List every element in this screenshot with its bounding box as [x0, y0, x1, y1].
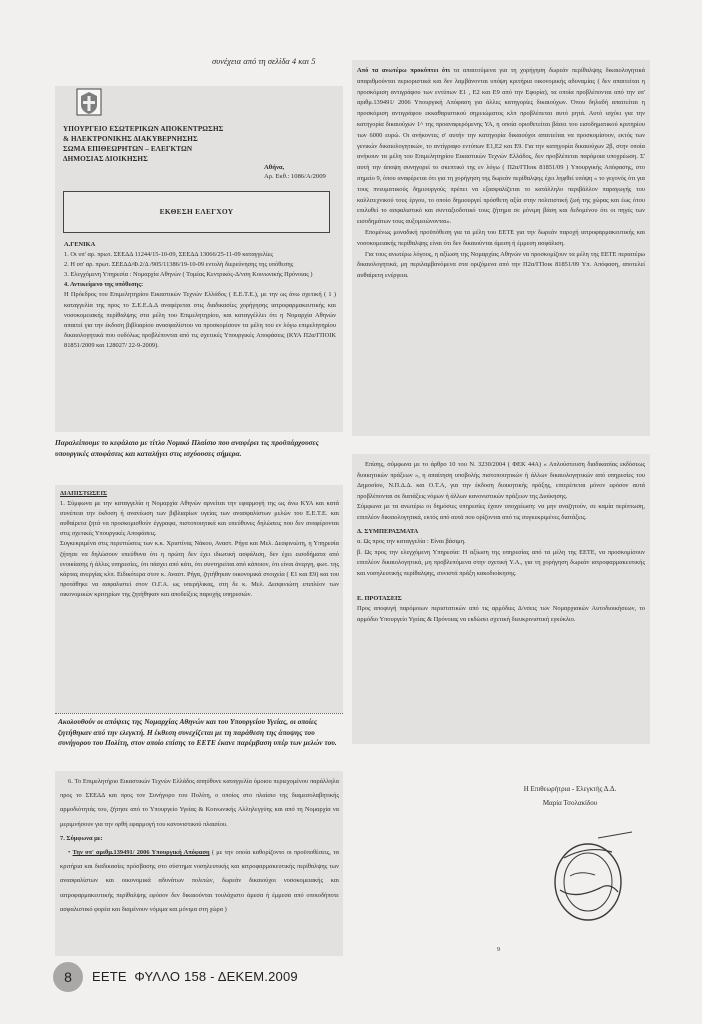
conclusion-b: β. Ως προς την ελεγχόμενη Υπηρεσία: Η αξίωση της υπηρεσίας από τα μέλη της ΕΕΤΕ, να προσκομίσουν επιπλέον δικαιολογητικά, μη προβλεπόμενα στην σχετική Υ.Α., για τη χορήγηση δωρεάν ιατροφαρμακευτικής και νοσηλευτικής περίθαλψης, συνιστά πράξη κακοδιοίκησης.: [357, 548, 645, 577]
general-section: [64, 240, 336, 351]
city: Αθήνα,: [264, 164, 285, 171]
stamp-seal: [540, 830, 640, 930]
analysis-lead: Από τα ανωτέρω προκύπτει ότι: [357, 67, 450, 74]
report-number: Αρ. Εκθ.: 1086/Α/2009: [264, 173, 326, 180]
signature-block: [500, 782, 640, 810]
proposals-heading: Ε. ΠΡΟΤΑΣΕΙΣ: [357, 594, 402, 602]
analysis-section: [357, 66, 645, 282]
obligation-para: Σύμφωνα με τα ανωτέρω οι δημόσιες υπηρεσίες έχουν υποχρέωση: να μην αναζητούν, σε καμία περίπτωση, επιπλέον δικαιολογητικά, εκτός από αυτά που ορίζονται από τις συγκεκριμένες διατάξεις.: [357, 503, 645, 521]
report-title: ΕΚΘΕΣΗ ΕΛΕΓΧΟΥ: [159, 207, 234, 216]
general-item-3: 3. Ελεγχόμενη Υπηρεσία : Νομαρχία Αθηνών ( Τομέας Κεντρικός-Δ/νση Κοινωνικής Πρόνοιας ): [64, 271, 313, 279]
analysis-para-2: Επομένως μοναδική προϋπόθεση για τα μέλη του ΕΕΤΕ για την δωρεάν παροχή ιατροφαρμακευτικής και νοσοκομειακής περίθαλψης είναι ότι δεν δικαιούνται άμεση ή έμμεση ασφάλιση.: [357, 228, 645, 247]
analysis-box: [352, 60, 650, 436]
page-number-badge: 8: [53, 962, 83, 992]
signer-role: Η Επιθεωρήτρια - Ελεγκτής Δ.Δ.: [523, 785, 617, 793]
item6-text: 6. Το Επιμελητήριο Εικαστικών Τεχνών Ελλάδος απηύθυνε καταγγελία όμοιου περιεχομένου παράλληλα προς το ΣΕΕΔΔ και προς τον Συνήγορο του Πολίτη, ο οποίος στο πλαίσιο της διαμεσολαβητικής αρμοδιότητάς του, ζήτησε από το Υπουργείο Υγείας & Κοινωνικής Αλληλεγγύης και από τη Νομαρχία να μεριμνήσουν για την ορθή εφαρμογή του κανονιστικού πλαισίου.: [60, 778, 339, 828]
findings-para-2: Συγκεκριμένα στις περιπτώσεις των κ.κ. Χριστίνας Νάκου, Αναστ. Ρήγα και Μελ. Δεσφινιώτη, η Υπηρεσία ζήτησε να δηλώσουν υπεύθυνα ότι η πρώτη δεν έχει ιδιωτική ασφάλιση, δεν έχει εισοδήματα από ενοικίασης ή άλλες υπηρεσίες, ότι πάσχει από κάτι, ότι συντηρείται από κάποιον, ότι είναι άνεργη, φωτ. της κάρτας ανεργίας κλπ. Ειδικότερα στον κ. Αναστ. Ρήγα, ζητήθηκαν οικονομικά στοιχεία ( Ε1 και Ε9) και του προτάθηκε να ασφαλιστεί στον Ο.Γ.Α. ως υπερήλικας, στη δε κ. Μελ. Δεσφινιώτη επιπλέον των οικονομικών κριτηρίων της ζητήθηκαν και αποδείξεις παροχής υπηρεσιών.: [60, 540, 339, 598]
item4-heading: 4. Αντικείμενο της υπόθεσης:: [64, 281, 144, 289]
general-item-1: 1. Οι υπ' αρ. πρωτ. ΣΕΕΔΔ 11244/15-10-09, ΣΕΕΔΔ 13066/25-11-09 καταγγελίες: [64, 251, 273, 259]
findings-heading: ΔΙΑΠΙΣΤΩΣΕΙΣ: [60, 490, 108, 497]
report-title-frame: [63, 191, 330, 233]
editorial-note-1: Παραλείπουμε το κεφάλαιο με τίτλο Νομικό Πλαίσιο που αναφέρει τις προϋπάρχουσες υπουργικές αποφάσεις και καταλήγει στις ισχύουσες σήμερα.: [55, 438, 319, 458]
law-para: Επίσης, σύμφωνα με το άρθρο 10 του Ν. 3230/2004 ( ΦΕΚ 44Α) « Απλούστευση διαδικασίας εκδόσεως διοικητικών πράξεων », η απαίτηση υποβολής πιστοποιητικών ή άλλων δικαιολογητικών από υπηρεσίες του Δημοσίου, Ν.Π.Δ.Δ. και Ο.Τ.Α, για την έκδοση διοικητικής πράξης, επιτρέπεται μόνον εφόσον αυτά προβλέπονται σε διατάξεις νόμων ή άλλων κανονιστικών πράξεων της Διοίκησης.: [357, 461, 645, 500]
item7-heading: 7. Σύμφωνα με:: [60, 834, 103, 842]
item4-text: Η Πρόεδρος του Επιμελητηρίου Εικαστικών Τεχνών Ελλάδος ( Ε.Ε.Τ.Ε.), με την ως άνω σχετική ( 1 ) καταγγελία της προς το Σ.Ε.Ε.Δ.Δ αναφέρεται στις διαδικασίες χορήγησης ιατροφαρμακευτικής και νοσοκομειακής περίθαλψης στα μέλη του Επιμελητηρίου, και καταγγέλλει ότι η Νομαρχία Αθηνών απαιτεί για την έκδοση βιβλιαρίου ανασφαλίστου να προσκομίσουν τα μέλη του εν λόγω επιμελητηρίου δικαιολογητικά που ουδόλως προβλέπονται από τις σχετικές Υπουργικές Αποφάσεις (ΚΥΑ Π2α/ΓΠΟΙΚ 81851/2009 και 128027/ 22-9-2009).: [64, 291, 336, 349]
findings-para-1: 1. Σύμφωνα με την καταγγελία η Νομαρχία Αθηνών αρνείται την εφαρμογή της ως άνω ΚΥΑ και κατά συνέπεια την έκδοση ή ανανέωση των βιβλιαρίων υγείας των ανασφαλίστων μελών του Ε.Ε.Τ.Ε. και αυθαίρετα ζητά να προσκομισθούν έγγραφα, πιστοποιητικά και υπεύθυνες δηλώσεις που δεν αναφέρονται στις σχετικές Υπουργικές Αποφάσεις.: [60, 500, 339, 538]
conclusions-box: [352, 454, 650, 744]
signer-name: Μαρία Τσολακίδου: [542, 799, 598, 807]
conclusions-section: [357, 460, 645, 625]
general-item-2: 2. Η υπ' αρ. πρωτ. ΣΕΕΔΔ/Φ.2/Δ /905/11386/19-10-09 εντολή διερεύνησης της υπόθεσης: [64, 261, 294, 269]
analysis-para-3: Για τους ανωτέρω λόγους, η αξίωση της Νομαρχίας Αθηνών να προσκομίζουν τα μέλη της ΕΕΤΕ περαιτέρω δικαιολογητικά, μη περιλαμβανόμενα στα οριζόμενα από την Π2α/ΓΠοικ 81851/09 Υπ. Απόφαση, αποτελεί αυθαίρετη ενέργεια.: [357, 250, 645, 280]
conclusion-a: α. Ως προς την καταγγελία : Είναι βάσιμη.: [357, 538, 466, 546]
item-6-7-box: [55, 771, 343, 956]
org-line: & ΗΛΕΚΤΡΟΝΙΚΗΣ ΔΙΑΚΥΒΕΡΝΗΣΗΣ: [63, 135, 198, 143]
continued-note: συνέχεια από τη σελίδα 4 και 5: [212, 56, 316, 66]
findings-box: [55, 485, 343, 713]
org-line: ΣΩΜΑ ΕΠΙΘΕΩΡΗΤΩΝ – ΕΛΕΓΚΤΩΝ: [63, 145, 193, 153]
place-and-number: [264, 163, 326, 181]
item-6-7-section: [60, 775, 339, 917]
decision-ref: Την υπ' αριθμ.139491/ 2006 Υπουργική Απόφαση: [72, 849, 210, 857]
item7-bullet: • Την υπ' αριθμ.139491/ 2006 Υπουργική Απόφαση ( με την οποία καθορίζοντο οι προϋποθέσεις, τα κριτήρια και διαδικασίες πρόσβασης στο σύστημα νοσηλευτικής και ιατροφαρμακευτικής περίθαλψης των ανασφαλίστων και οικονομικά αδυνάτων πολιτών, δωρεάν δικαιούχοι νοσοκομειακής και ιατροφαρμακευτικής περίθαλψης εφόσον δεν δικαιούνται τουλάχιστο άμεσα ή έμμεσα από οποιοδήποτε ασφαλιστικό φορέα και διαμένουν νόμιμα και μόνιμα στη χώρα ): [60, 849, 340, 913]
report-header-box: [55, 86, 343, 432]
footer-text: ΕΕΤΕ ΦΥΛΛΟ 158 - ΔΕΚΕΜ.2009: [92, 969, 298, 984]
ministry-name: [63, 124, 223, 164]
org-line: ΔΗΜΟΣΙΑΣ ΔΙΟΙΚΗΣΗΣ: [63, 155, 148, 163]
decision-desc: ( με την οποία καθορίζοντο οι προϋποθέσεις, τα κριτήρια και διαδικασίες πρόσβασης στο σύστημα νοσηλευτικής και ιατροφαρμακευτικής περίθαλψης των ανασφαλίστων και οικονομικά αδυνάτων πολιτών, δωρεάν δικαιούχοι νοσοκομειακής και ιατροφαρμακευτικής περίθαλψης εφόσον δεν δικαιούνται τουλάχιστο άμεσα ή έμμεσα από οποιοδήποτε ασφαλιστικό φορέα και διαμένουν νόμιμα και μόνιμα στη χώρα ): [60, 849, 340, 913]
dotted-divider: [55, 713, 343, 714]
small-page-number: 9: [497, 947, 500, 953]
proposal-text: Προς αποφυγή παρόμοιων περιστατικών από τις αρμόδιες Δ/νσεις των Νομαρχιακών Αυτοδιοικήσεων, το αρμόδιο Υπουργείο Υγείας & Πρόνοιας να εκδώσει σχετική διευκρινιστική εγκύκλιο.: [357, 605, 645, 623]
conclusions-heading: Δ. ΣΥΜΠΕΡΑΣΜΑΤΑ: [357, 527, 419, 535]
general-heading: Α.ΓΕΝΙΚΑ: [64, 241, 96, 248]
editorial-note-2: Ακολουθούν οι απόψεις της Νομαρχίας Αθηνών και του Υπουργείου Υγείας, οι οποίες ζητήθηκαν από την ελεγκτή. Η έκθεση συνεχίζεται με τη παράθεση της άποψης του συνήγορου του Πολίτη, στον οποίο επίσης το ΕΕΤΕ έκανε παρέμβαση υπέρ των μελών του.: [58, 717, 337, 747]
greek-emblem-icon: [76, 88, 102, 116]
analysis-para-1: τα απαιτούμενα για τη χορήγηση δωρεάν περίθαλψης δικαιολογητικά απαριθμούνται περιοριστικά και δεν λαμβάνονται υπόψη κριτήρια οικονομικής αδυναμίας ( δεν απαιτείται η προσκόμιση αντιγράφου των εντύπων Ε1 , Ε2 και Ε9 από την Εφορία), τα οποία προβλέπονται από την υπ' αριθμ.139491/ 2006 Υπουργική Απόφαση για άλλες κατηγορίες δικαιούχων. Όπου δηλαδή απαιτείται η προσκόμιση αντιγράφου εκκαθαριστικού σημειώματος κλπ προβλέπεται αυτό ρητά. Αυτό ισχύει για την κατηγορία δικαιούχων 1^ της προαναφερόμενης ΥΑ, η οποία οριοθετείται βάσει του εισοδηματικού κριτηρίου των 6000 ευρώ. Οι ανήκοντες σ' αυτήν την κατηγορία δικαιούχοι απαιτείται να προσκομίσουν, εκτός των γενικών δικαιολογητικών, το αντίγραφο εντύπων Ε1,Ε2 και Ε9. Για την κατηγορία δικαιούχων 2β, στην οποία ανήκουν τα μέλη του Επιμελητηρίου Εικαστικών Τεχνών Ελλάδος, δεν προβλέπεται παρόμοια υποχρέωση. Σ' αυτή την άποψη συνηγορεί το σκεπτικό της εν λόγω ( Π2α/ΓΠοικ 81851/09 ) Υπουργικής Απόφασης, στο σημείο 9, όπου αναφέρεται ότι για τη χορήγηση της δωρεάν περίθαλψης έχει ληφθεί υπόψη « το γεγονός ότι για τους πνευματικούς δημιουργούς πρέπει να εξασφαλίζεται το κατάλληλο περιβάλλον παραγωγής του καλλιτεχνικού τους έργου, το οποίο δημιουργεί πρόσθετη αξία στην πολιτιστική ζωή της χώρας και έως ότου επιλυθεί το ασφαλιστικό και συνταξιοδοτικό τους ζήτημα σε μόνιμη βάση και δεδομένου ότι οι πηγές των εισοδημάτων τους αυξομειώνονται».: [357, 67, 645, 226]
org-line: ΥΠΟΥΡΓΕΙΟ ΕΣΩΤΕΡΙΚΩΝ ΑΠΟΚΕΝΤΡΩΣΗΣ: [63, 125, 224, 133]
findings-section: [60, 489, 339, 600]
